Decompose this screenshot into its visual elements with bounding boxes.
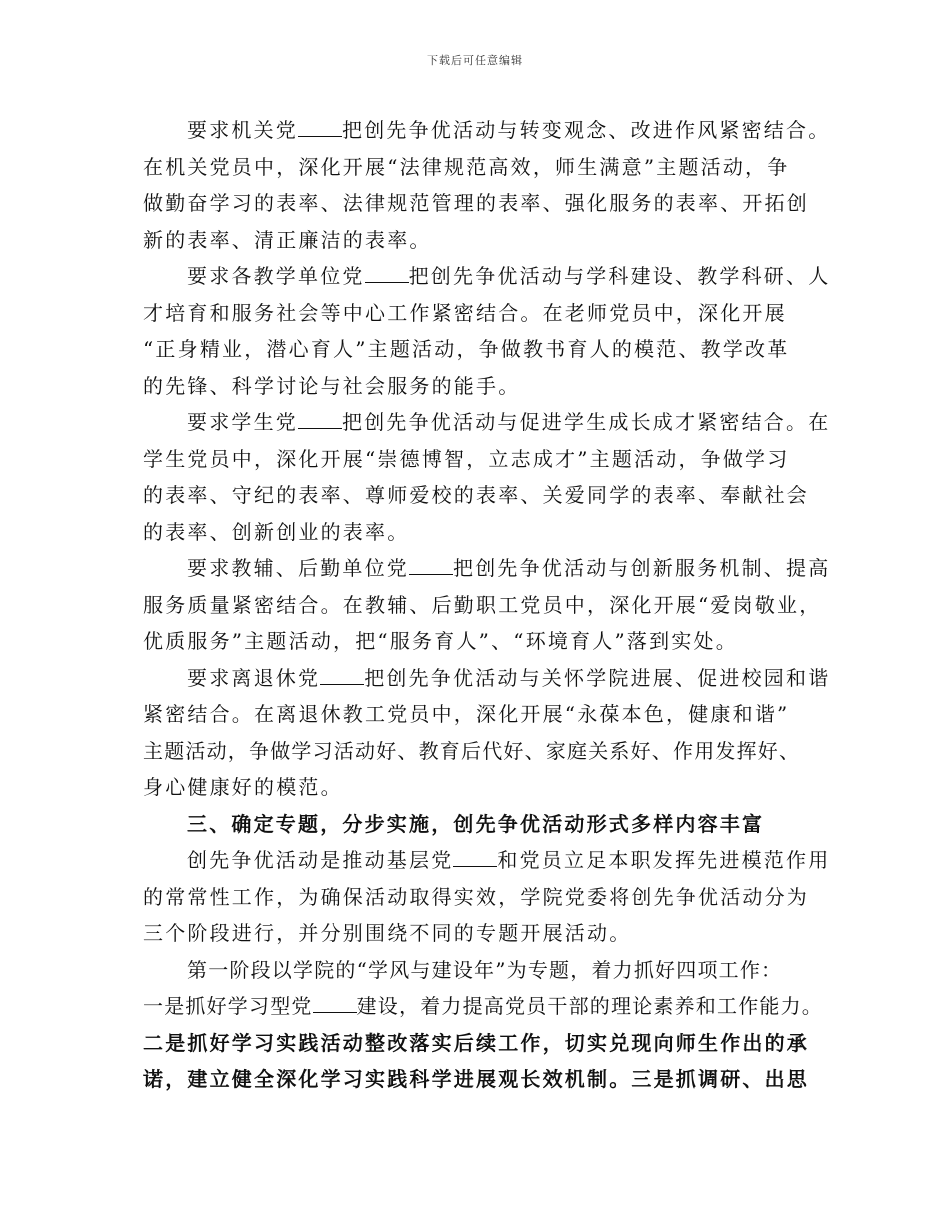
text-segment: 三个阶段进行，并分别围绕不同的专题开展活动。 bbox=[143, 921, 632, 945]
text-segment: 把创先争优活动与关怀学院进展、促进校园和谐 bbox=[364, 665, 831, 690]
text-line bbox=[143, 806, 807, 843]
text-segment: 把创先争优活动与创新服务机制、提高 bbox=[453, 556, 831, 580]
text-segment: 要求教辅、后勤单位党 bbox=[187, 556, 409, 580]
text-line bbox=[143, 185, 807, 222]
text-segment: 的表率、守纪的表率、尊师爱校的表率、关爱同学的表率、奉献社会 bbox=[143, 483, 809, 507]
text-segment: 的常常性工作，为确保活动取得实效，学院党委将创先争优活动分为 bbox=[143, 884, 809, 909]
text-segment: 三、确定专题，分步实施，创先争优活动形式多样内容丰富 bbox=[187, 811, 765, 836]
text-line bbox=[143, 477, 807, 514]
document-body bbox=[143, 112, 831, 1098]
fill-in-blank bbox=[453, 850, 497, 867]
text-segment: 一是抓好学习型党 bbox=[143, 994, 313, 1018]
text-line bbox=[143, 952, 807, 989]
text-segment: 要求学生党 bbox=[187, 410, 298, 434]
text-segment: 创先争优活动是推动基层党 bbox=[187, 848, 454, 872]
text-segment: “正身精业，潜心育人”主题活动，争做教书育人的模范、教学改革 bbox=[143, 337, 790, 361]
text-segment: 要求各教学单位党 bbox=[187, 264, 365, 288]
fill-in-blank bbox=[298, 412, 342, 429]
text-segment: 新的表率、清正廉洁的表率。 bbox=[143, 227, 432, 252]
text-line bbox=[143, 331, 807, 368]
text-segment: 的表率、创新创业的表率。 bbox=[143, 519, 410, 544]
text-line bbox=[143, 514, 807, 551]
text-segment: 诺，建立健全深化学习实践科学进展观长效机制。三是抓调研、出思 bbox=[143, 1067, 809, 1091]
text-line bbox=[143, 879, 807, 916]
text-line bbox=[143, 733, 807, 770]
text-segment: 服务质量紧密结合。在教辅、后勤职工党员中，深化开展“爱岗敬业， bbox=[143, 592, 822, 617]
text-line bbox=[143, 222, 807, 259]
text-segment: 身心健康好的模范。 bbox=[143, 775, 343, 799]
text-line bbox=[143, 1061, 807, 1098]
text-line bbox=[143, 769, 807, 806]
text-segment: 二是抓好学习实践活动整改落实后续工作，切实兑现向师生作出的承 bbox=[143, 1030, 809, 1055]
text-line bbox=[143, 660, 831, 697]
text-line bbox=[143, 149, 807, 186]
text-line bbox=[143, 550, 831, 587]
text-segment: 主题活动，争做学习活动好、教育后代好、家庭关系好、作用发挥好、 bbox=[143, 738, 801, 763]
text-segment: 学生党员中，深化开展“崇德博智，立志成才”主题活动，争做学习 bbox=[143, 446, 790, 471]
text-line bbox=[143, 295, 807, 332]
text-segment: 的先锋、科学讨论与社会服务的能手。 bbox=[143, 373, 521, 398]
text-segment: 做勤奋学习的表率、法律规范管理的表率、强化服务的表率、开拓创 bbox=[143, 191, 809, 215]
text-line bbox=[143, 587, 822, 624]
text-line bbox=[143, 988, 824, 1025]
text-segment: 建设，着力提高党员干部的理论素养和工作能力。 bbox=[356, 994, 824, 1018]
fill-in-blank bbox=[320, 668, 364, 685]
text-segment: 要求离退休党 bbox=[187, 665, 321, 690]
text-segment: 把创先争优活动与学科建设、教学科研、人 bbox=[408, 264, 831, 288]
text-segment: 把创先争优活动与转变观念、改进作风紧密结合。 bbox=[342, 118, 831, 142]
text-segment: 把创先争优活动与促进学生成长成才紧密结合。在 bbox=[342, 410, 831, 434]
text-segment: 在机关党员中，深化开展“法律规范高效，师生满意”主题活动，争 bbox=[143, 154, 790, 179]
text-segment: 优质服务”主题活动，把“服务育人”、“环境育人”落到实处。 bbox=[143, 629, 738, 653]
text-line bbox=[143, 404, 831, 441]
text-line bbox=[143, 112, 831, 149]
text-line bbox=[143, 258, 831, 295]
fill-in-blank bbox=[365, 266, 409, 283]
text-segment: 才培育和服务社会等中心工作紧密结合。在老师党员中，深化开展 bbox=[143, 300, 787, 325]
text-segment: 第一阶段以学院的“学风与建设年”为专题，着力抓好四项工作： bbox=[187, 957, 783, 982]
text-line bbox=[143, 915, 807, 952]
page-header: 下载后可任意编辑 bbox=[427, 54, 523, 67]
text-line bbox=[143, 441, 807, 478]
text-segment: 紧密结合。在离退休教工党员中，深化开展“永葆本色，健康和谐” bbox=[143, 702, 790, 726]
text-line bbox=[143, 696, 807, 733]
fill-in-blank bbox=[409, 558, 453, 575]
text-segment: 要求机关党 bbox=[187, 118, 298, 142]
text-line bbox=[143, 623, 807, 660]
text-segment: 和党员立足本职发挥先进模范作用 bbox=[497, 848, 831, 872]
text-line bbox=[143, 842, 831, 879]
fill-in-blank bbox=[313, 996, 357, 1013]
fill-in-blank bbox=[298, 120, 342, 137]
text-line bbox=[143, 1025, 807, 1062]
text-line bbox=[143, 368, 807, 405]
